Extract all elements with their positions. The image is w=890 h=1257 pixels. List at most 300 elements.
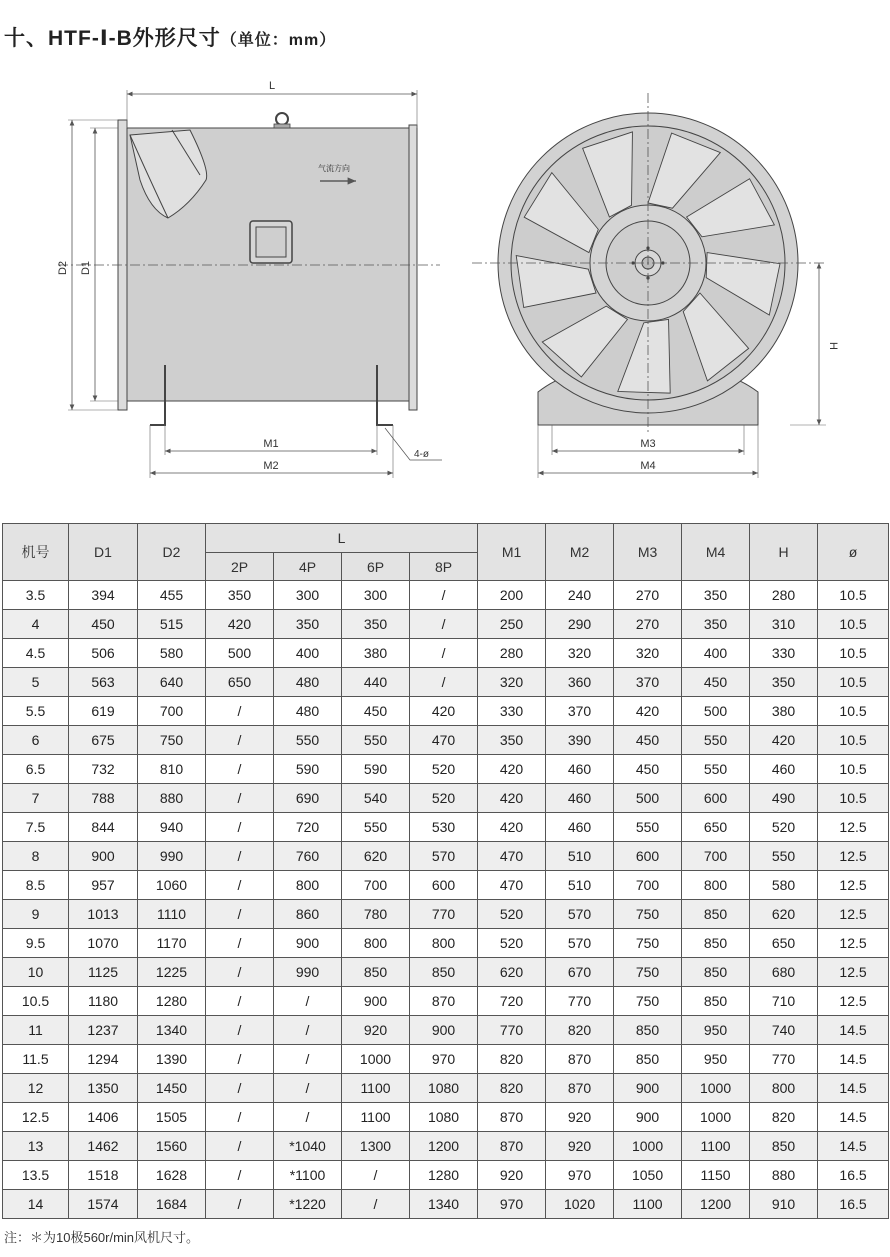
table-cell: / (206, 1161, 274, 1190)
table-cell: 900 (342, 987, 410, 1016)
table-cell: 14.5 (818, 1103, 889, 1132)
table-row (3, 900, 889, 929)
table-cell: 920 (546, 1103, 614, 1132)
table-cell: 12.5 (818, 987, 889, 1016)
table-cell: 1462 (69, 1132, 138, 1161)
table-row (3, 929, 889, 958)
table-cell: 590 (274, 755, 342, 784)
table-row (3, 610, 889, 639)
table-cell: 870 (478, 1132, 546, 1161)
table-cell: 870 (410, 987, 478, 1016)
table-cell: / (274, 1103, 342, 1132)
table-cell: 350 (206, 581, 274, 610)
table-cell: 200 (478, 581, 546, 610)
table-cell: / (206, 958, 274, 987)
header-M3: M3 (614, 524, 682, 581)
table-cell: 750 (614, 958, 682, 987)
table-cell: 720 (274, 813, 342, 842)
table-cell: / (206, 1132, 274, 1161)
table-cell: 1406 (69, 1103, 138, 1132)
table-cell: 850 (682, 929, 750, 958)
table-cell: 10 (3, 958, 69, 987)
table-cell: / (206, 871, 274, 900)
table-cell: 1340 (410, 1190, 478, 1219)
table-cell: 900 (69, 842, 138, 871)
table-row (3, 726, 889, 755)
header-M4: M4 (682, 524, 750, 581)
table-cell: 870 (478, 1103, 546, 1132)
table-cell: 250 (478, 610, 546, 639)
table-cell: 800 (750, 1074, 818, 1103)
table-cell: 1237 (69, 1016, 138, 1045)
table-cell: 950 (682, 1016, 750, 1045)
table-cell: 1350 (69, 1074, 138, 1103)
table-cell: 770 (410, 900, 478, 929)
table-cell: 1170 (138, 929, 206, 958)
table-cell: / (342, 1190, 410, 1219)
table-row (3, 958, 889, 987)
table-cell: / (206, 755, 274, 784)
table-cell: / (206, 900, 274, 929)
table-cell: 310 (750, 610, 818, 639)
table-cell: / (206, 697, 274, 726)
table-cell: 920 (546, 1132, 614, 1161)
table-cell: 490 (750, 784, 818, 813)
table-cell: 300 (274, 581, 342, 610)
table-cell: 520 (478, 929, 546, 958)
dim-M4-label: M4 (640, 460, 656, 472)
table-cell: 350 (682, 581, 750, 610)
table-cell: / (206, 1074, 274, 1103)
table-cell: 510 (546, 842, 614, 871)
table-cell: 770 (478, 1016, 546, 1045)
table-cell: 510 (546, 871, 614, 900)
dim-M1-label: M1 (263, 438, 279, 450)
table-row (3, 813, 889, 842)
dim-hole-label: 4-ø (414, 449, 429, 460)
table-cell: 550 (342, 813, 410, 842)
table-cell: 6 (3, 726, 69, 755)
table-cell: 550 (682, 755, 750, 784)
table-cell: 850 (682, 987, 750, 1016)
table-cell: 8.5 (3, 871, 69, 900)
table-cell: 1000 (342, 1045, 410, 1074)
table-cell: 1060 (138, 871, 206, 900)
table-cell: 506 (69, 639, 138, 668)
table-cell: 390 (546, 726, 614, 755)
table-cell: 1000 (682, 1074, 750, 1103)
table-cell: 1100 (682, 1132, 750, 1161)
table-cell: 540 (342, 784, 410, 813)
table-cell: 570 (410, 842, 478, 871)
table-cell: 750 (614, 929, 682, 958)
header-L-8P: 8P (410, 553, 478, 581)
table-cell: 3.5 (3, 581, 69, 610)
table-cell: 420 (614, 697, 682, 726)
table-cell: / (410, 581, 478, 610)
header-L: L (206, 524, 478, 553)
table-cell: 750 (614, 987, 682, 1016)
table-cell: 820 (750, 1103, 818, 1132)
table-row (3, 1190, 889, 1219)
table-cell: 1000 (682, 1103, 750, 1132)
table-cell: 850 (614, 1016, 682, 1045)
table-cell: 710 (750, 987, 818, 1016)
table-cell: 470 (410, 726, 478, 755)
table-cell: 750 (614, 900, 682, 929)
table-cell: 850 (682, 900, 750, 929)
table-cell: / (274, 1045, 342, 1074)
table-row (3, 1074, 889, 1103)
table-cell: 620 (750, 900, 818, 929)
table-cell: 270 (614, 610, 682, 639)
table-cell: 580 (750, 871, 818, 900)
table-cell: 780 (342, 900, 410, 929)
table-cell: 350 (342, 610, 410, 639)
dim-M2-label: M2 (263, 460, 279, 472)
table-cell: 10.5 (818, 581, 889, 610)
table-cell: 570 (546, 900, 614, 929)
table-row (3, 842, 889, 871)
table-cell: 1628 (138, 1161, 206, 1190)
table-cell: 12 (3, 1074, 69, 1103)
table-cell: 12.5 (818, 958, 889, 987)
dim-D1-label: D1 (80, 260, 92, 276)
table-cell: 10.5 (3, 987, 69, 1016)
table-cell: 844 (69, 813, 138, 842)
table-cell: 440 (342, 668, 410, 697)
table-row (3, 1045, 889, 1074)
table-cell: 10.5 (818, 668, 889, 697)
table-cell: 4 (3, 610, 69, 639)
table-cell: 550 (750, 842, 818, 871)
table-cell: 500 (206, 639, 274, 668)
table-cell: 460 (546, 755, 614, 784)
table-cell: 515 (138, 610, 206, 639)
table-cell: 5 (3, 668, 69, 697)
table-cell: 1280 (410, 1161, 478, 1190)
table-cell: 990 (138, 842, 206, 871)
table-cell: 460 (750, 755, 818, 784)
table-cell: 470 (478, 871, 546, 900)
table-cell: 280 (750, 581, 818, 610)
table-cell: 290 (546, 610, 614, 639)
table-cell: 700 (682, 842, 750, 871)
table-cell: 1050 (614, 1161, 682, 1190)
table-cell: 700 (138, 697, 206, 726)
table-cell: 920 (342, 1016, 410, 1045)
table-cell: 5.5 (3, 697, 69, 726)
table-cell: 16.5 (818, 1190, 889, 1219)
table-cell: 820 (478, 1045, 546, 1074)
table-cell: / (206, 987, 274, 1016)
table-cell: 1180 (69, 987, 138, 1016)
table-cell: 9.5 (3, 929, 69, 958)
table-cell: 870 (546, 1074, 614, 1103)
table-cell: 480 (274, 697, 342, 726)
table-cell: 900 (410, 1016, 478, 1045)
table-cell: 12.5 (818, 871, 889, 900)
table-cell: 870 (546, 1045, 614, 1074)
table-cell: 14 (3, 1190, 69, 1219)
table-cell: 600 (614, 842, 682, 871)
dim-D2-label: D2 (57, 260, 69, 276)
table-cell: / (206, 842, 274, 871)
table-cell: 14.5 (818, 1132, 889, 1161)
title-main: 十、HTF-Ⅰ-B外形尺寸 (4, 27, 221, 50)
table-cell: 14.5 (818, 1074, 889, 1103)
table-cell: 920 (478, 1161, 546, 1190)
table-cell: 770 (546, 987, 614, 1016)
header-M1: M1 (478, 524, 546, 581)
table-cell: 1294 (69, 1045, 138, 1074)
table-cell: 370 (614, 668, 682, 697)
table-cell: 500 (614, 784, 682, 813)
table-cell: 300 (342, 581, 410, 610)
table-cell: 12.5 (818, 842, 889, 871)
table-cell: 12.5 (818, 813, 889, 842)
dim-L-label: L (268, 80, 276, 92)
header-model: 机号 (3, 524, 69, 581)
table-cell: *1100 (274, 1161, 342, 1190)
table-body (3, 581, 889, 1219)
table-row (3, 1016, 889, 1045)
table-cell: 1300 (342, 1132, 410, 1161)
table-cell: 550 (682, 726, 750, 755)
front-view (472, 93, 839, 478)
table-cell: 320 (546, 639, 614, 668)
table-cell: 1684 (138, 1190, 206, 1219)
table-cell: 732 (69, 755, 138, 784)
table-cell: 570 (546, 929, 614, 958)
table-cell: 788 (69, 784, 138, 813)
table-cell: 1200 (682, 1190, 750, 1219)
table-cell: 11.5 (3, 1045, 69, 1074)
table-cell: / (274, 987, 342, 1016)
table-cell: 850 (342, 958, 410, 987)
table-cell: 9 (3, 900, 69, 929)
table-cell: 1000 (614, 1132, 682, 1161)
table-cell: 820 (478, 1074, 546, 1103)
table-cell: / (342, 1161, 410, 1190)
table-cell: 455 (138, 581, 206, 610)
table-cell: 900 (614, 1074, 682, 1103)
table-cell: 900 (274, 929, 342, 958)
table-cell: 1505 (138, 1103, 206, 1132)
table-cell: 420 (478, 813, 546, 842)
table-cell: 740 (750, 1016, 818, 1045)
side-view (57, 80, 442, 478)
table-cell: 10.5 (818, 726, 889, 755)
table-cell: / (206, 929, 274, 958)
table-cell: / (274, 1016, 342, 1045)
header-L-2P: 2P (206, 553, 274, 581)
table-cell: 350 (750, 668, 818, 697)
table-cell: 900 (614, 1103, 682, 1132)
table-row (3, 1132, 889, 1161)
table-cell: 1450 (138, 1074, 206, 1103)
table-cell: 6.5 (3, 755, 69, 784)
table-cell: 280 (478, 639, 546, 668)
table-cell: 8 (3, 842, 69, 871)
table-cell: 420 (206, 610, 274, 639)
table-cell: 880 (138, 784, 206, 813)
table-cell: 320 (614, 639, 682, 668)
table-cell: 350 (478, 726, 546, 755)
table-cell: 970 (410, 1045, 478, 1074)
table-cell: 1390 (138, 1045, 206, 1074)
table-cell: 12.5 (818, 900, 889, 929)
table-cell: 550 (274, 726, 342, 755)
table-cell: 860 (274, 900, 342, 929)
table-cell: 680 (750, 958, 818, 987)
table-cell: 1125 (69, 958, 138, 987)
table-cell: 530 (410, 813, 478, 842)
airflow-label: 气流方向 (318, 164, 350, 173)
table-cell: 13.5 (3, 1161, 69, 1190)
table-cell: 10.5 (818, 697, 889, 726)
table-cell: 820 (546, 1016, 614, 1045)
table-cell: 650 (682, 813, 750, 842)
table-cell: 16.5 (818, 1161, 889, 1190)
table-cell: 400 (682, 639, 750, 668)
table-cell: 330 (750, 639, 818, 668)
table-cell: 350 (682, 610, 750, 639)
table-cell: 675 (69, 726, 138, 755)
table-cell: 600 (682, 784, 750, 813)
table-cell: / (206, 784, 274, 813)
table-cell: 700 (614, 871, 682, 900)
footnote: 注：＊为10极560r/min风机尺寸。 (4, 1230, 200, 1245)
table-cell: 690 (274, 784, 342, 813)
table-cell: 563 (69, 668, 138, 697)
table-cell: 800 (410, 929, 478, 958)
table-cell: 850 (614, 1045, 682, 1074)
table-cell: 620 (342, 842, 410, 871)
table-cell: 800 (342, 929, 410, 958)
title-unit: （单位：mm） (220, 32, 337, 49)
table-cell: 1100 (614, 1190, 682, 1219)
table-row (3, 784, 889, 813)
table-cell: 910 (750, 1190, 818, 1219)
table-cell: 10.5 (818, 784, 889, 813)
table-cell: 370 (546, 697, 614, 726)
table-cell: / (410, 639, 478, 668)
table-cell: 620 (478, 958, 546, 987)
table-cell: 750 (138, 726, 206, 755)
table-cell: 12.5 (818, 929, 889, 958)
dim-H-label: H (827, 342, 839, 350)
table-cell: 650 (750, 929, 818, 958)
table-cell: 800 (274, 871, 342, 900)
table-cell: 1560 (138, 1132, 206, 1161)
table-cell: 590 (342, 755, 410, 784)
table-row (3, 987, 889, 1016)
table-cell: 940 (138, 813, 206, 842)
table-cell: 10.5 (818, 610, 889, 639)
table-cell: 4.5 (3, 639, 69, 668)
table-cell: 1200 (410, 1132, 478, 1161)
page-title (4, 22, 336, 52)
table-cell: 400 (274, 639, 342, 668)
table-cell: 600 (410, 871, 478, 900)
table-cell: 380 (342, 639, 410, 668)
table-cell: 1013 (69, 900, 138, 929)
table-cell: *1220 (274, 1190, 342, 1219)
header-phi: ø (818, 524, 889, 581)
dimension-drawing (0, 80, 890, 490)
table-cell: 520 (410, 755, 478, 784)
table-cell: 970 (478, 1190, 546, 1219)
table-cell: 1340 (138, 1016, 206, 1045)
table-cell: 420 (478, 755, 546, 784)
table-cell: 10.5 (818, 755, 889, 784)
table-cell: 520 (750, 813, 818, 842)
table-cell: / (206, 1190, 274, 1219)
table-cell: 460 (546, 813, 614, 842)
table-cell: 350 (274, 610, 342, 639)
table-cell: / (206, 813, 274, 842)
table-cell: 240 (546, 581, 614, 610)
table-cell: 13 (3, 1132, 69, 1161)
table-cell: 1020 (546, 1190, 614, 1219)
table-cell: / (206, 726, 274, 755)
table-cell: 320 (478, 668, 546, 697)
header-L-6P: 6P (342, 553, 410, 581)
table-cell: 700 (342, 871, 410, 900)
table-cell: 450 (614, 755, 682, 784)
table-cell: 450 (69, 610, 138, 639)
table-cell: 880 (750, 1161, 818, 1190)
table-cell: / (206, 1045, 274, 1074)
table-cell: 450 (342, 697, 410, 726)
table-row (3, 755, 889, 784)
table-cell: 460 (546, 784, 614, 813)
header-M2: M2 (546, 524, 614, 581)
table-cell: 990 (274, 958, 342, 987)
table-cell: 670 (546, 958, 614, 987)
table-cell: 1070 (69, 929, 138, 958)
table-cell: 1080 (410, 1103, 478, 1132)
table-row (3, 1161, 889, 1190)
table-cell: 450 (614, 726, 682, 755)
table-cell: 850 (682, 958, 750, 987)
table-cell: 720 (478, 987, 546, 1016)
table-cell: 957 (69, 871, 138, 900)
table-cell: 450 (682, 668, 750, 697)
table-row (3, 1103, 889, 1132)
table-cell: 330 (478, 697, 546, 726)
table-cell: 970 (546, 1161, 614, 1190)
table-cell: 1574 (69, 1190, 138, 1219)
table-cell: 270 (614, 581, 682, 610)
table-row (3, 871, 889, 900)
table-cell: 380 (750, 697, 818, 726)
table-cell: / (206, 1016, 274, 1045)
table-cell: 850 (410, 958, 478, 987)
table-cell: 1280 (138, 987, 206, 1016)
table-cell: 520 (410, 784, 478, 813)
table-row (3, 668, 889, 697)
table-cell: 420 (410, 697, 478, 726)
table-cell: 800 (682, 871, 750, 900)
table-cell: 1110 (138, 900, 206, 929)
table-row (3, 639, 889, 668)
table-cell: 1225 (138, 958, 206, 987)
table-cell: / (410, 668, 478, 697)
header-D1: D1 (69, 524, 138, 581)
table-cell: 950 (682, 1045, 750, 1074)
